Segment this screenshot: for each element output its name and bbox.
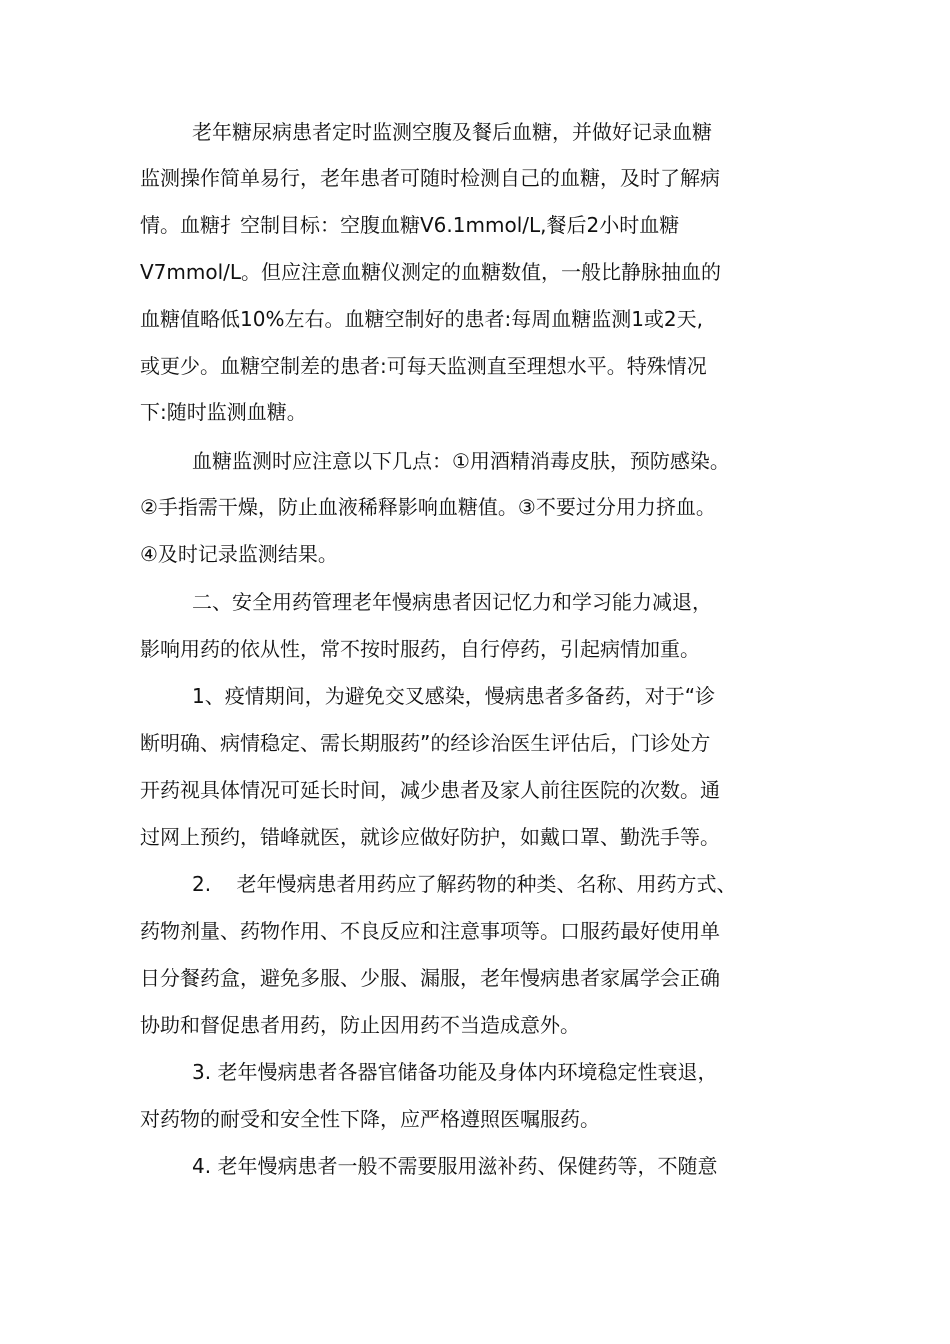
text-line: 过网上预约，错峰就医，就诊应做好防护，如戴口罩、勤洗手等。 [140,825,720,849]
text-line: ②手指需干燥，防止血液稀释影响血糖值。③不要过分用力挤血。 [140,495,716,519]
text-line: 老年糖尿病患者定时监测空腹及餐后血糖，并做好记录血糖 [192,120,712,144]
text-line: 二、安全用药管理老年慢病患者因记忆力和学习能力减退， [192,590,712,614]
text-line: 下:随时监测血糖。 [140,400,307,424]
text-line: 协助和督促患者用药，防止因用药不当造成意外。 [140,1013,580,1037]
text-line: 监测操作简单易行，老年患者可随时检测自己的血糖，及时了解病 [140,166,720,190]
text-line: ④及时记录监测结果。 [140,542,338,566]
text-line: 3. 老年慢病患者各器官储备功能及身体内环境稳定性衰退， [192,1060,718,1084]
text-line: V7mmol/L。但应注意血糖仪测定的血糖数值，一般比静脉抽血的 [140,260,722,284]
text-line: 影响用药的依从性，常不按时服药，自行停药，引起病情加重。 [140,637,700,661]
text-line: 情。血糖扌空制目标：空腹血糖V6.1mmol/L,餐后2小时血糖 [140,213,680,237]
text-line: 日分餐药盒，避免多服、少服、漏服，老年慢病患者家属学会正确 [140,966,720,990]
text-line: 药物剂量、药物作用、不良反应和注意事项等。口服药最好使用单 [140,919,720,943]
text-line: 1、疫情期间，为避免交叉感染，慢病患者多备药，对于“诊 [192,684,716,708]
text-line: 开药视具体情况可延长时间，减少患者及家人前往医院的次数。通 [140,778,720,802]
text-line: 对药物的耐受和安全性下降，应严格遵照医嘱服药。 [140,1107,600,1131]
text-line: 或更少。血糖空制差的患者:可每天监测直至理想水平。特殊情况 [140,354,707,378]
text-line: 断明确、病情稳定、需长期服药”的经诊治医生评估后，门诊处方 [140,731,711,755]
text-line: 4. 老年慢病患者一般不需要服用滋补药、保健药等，不随意 [192,1154,718,1178]
text-line: 血糖监测时应注意以下几点：①用酒精消毒皮肤，预防感染。 [192,449,730,473]
text-line: 血糖值略低10%左右。血糖空制好的患者:每周血糖监测1或2天, [140,307,703,331]
text-line: 2. 老年慢病患者用药应了解药物的种类、名称、用药方式、 [192,872,737,896]
